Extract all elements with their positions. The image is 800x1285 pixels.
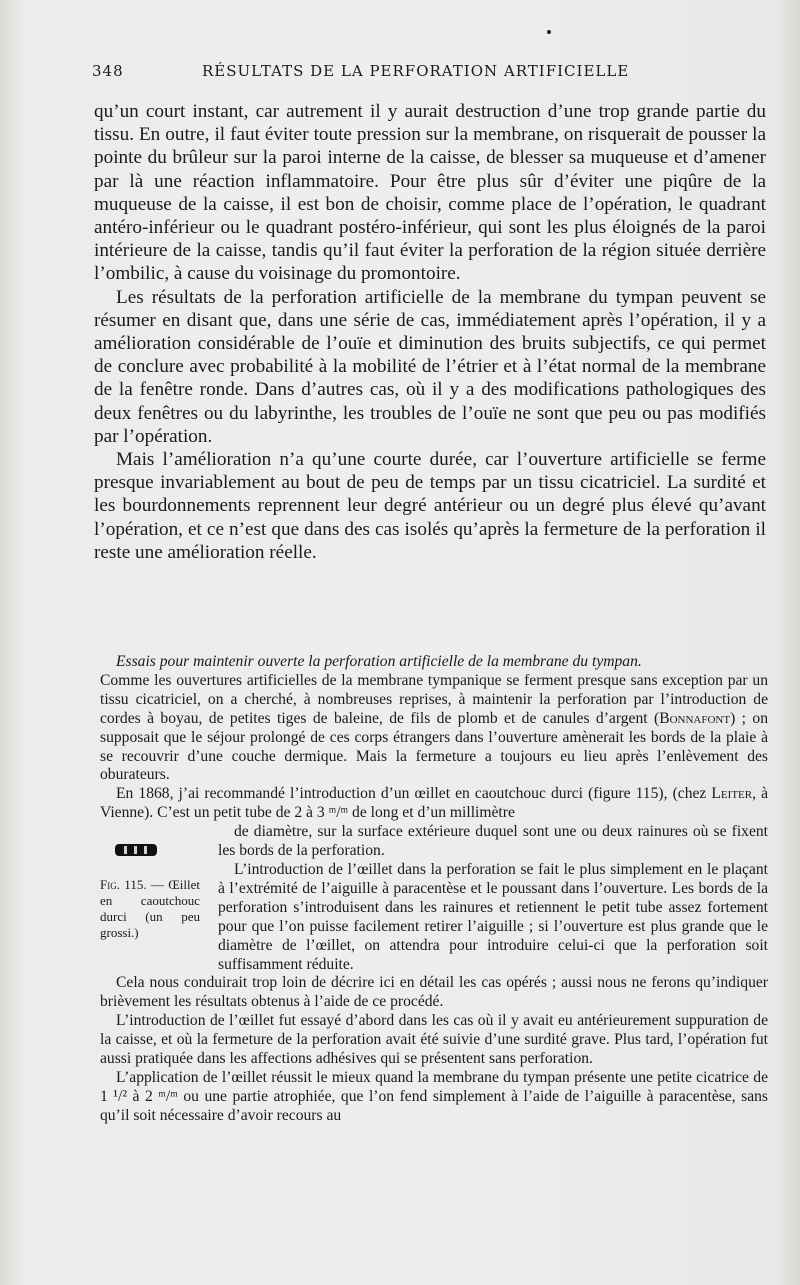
figure-side-text: [218, 823, 768, 974]
text-run: En 1868, j’ai recommandé l’introduction d’un œillet en caoutchouc durci (figure 115), (chez: [116, 785, 712, 803]
paragraph: L’introduction de l’œillet fut essayé d’abord dans les cas où il y avait eu antérieurement suppuration de la caisse, et où la fermeture de la perforation avait été suivie d’une surdité grave. Plus tard, l’opération fut aussi pratiquée dans les affections adhésives qui se présentent sans perforation.: [100, 1012, 768, 1068]
maker-name: Leiter: [711, 785, 753, 803]
page-number: 348: [92, 62, 124, 80]
paragraph: [100, 672, 768, 785]
paragraph: Mais l’amélioration n’a qu’une courte durée, car l’ouverture artificielle se ferme presque invariablement au bout de peu de temps par un tissu cicatriciel. La surdité et les bourdonnements reprennent leur degré antérieur ou un degré plus élevé qu’avant l’opération, et ce n’est que dans des cas isolés qu’après la fermeture de la perforation il reste une amélioration réelle.: [94, 449, 766, 563]
text-run: Comme les ouvertures artificielles de la membrane tympanique se ferment presque sans exception par un tissu cicatriciel, on a cherché, à nombreuses reprises, à maintenir la perforation par l’introduction de cordes à boyau, de petites tiges de baleine, de fils de plomb et de canules d’argent (: [100, 671, 768, 727]
figure-caption-text: — Œillet en caoutchouc durci (un peu grossi.): [100, 877, 201, 941]
figure-block: [100, 823, 768, 974]
paragraph: L’introduction de l’œillet dans la perforation se fait le plus simplement en le plaçant à l’extrémité de l’aiguille à paracentèse et le poussant dans l’ouverture. Les bords de la perforation s’introduisent dans les rainures et retiennent le petit tube assez fortement pour que l’on puisse facilement retirer l’aiguille ; si l’ouverture est plus grande que le diamètre de l’œillet, on attendra pour introduire celui-ci que la perforation soit suffisamment réduite.: [218, 860, 768, 973]
paragraph: Les résultats de la perforation artificielle de la membrane du tympan peuvent se résumer en disant que, dans une série de cas, immédiatement après l’opération, il y a amélioration considérable de l’ouïe et diminution des bruits subjectifs, ce qui permet de conclure avec probabilité à la mobilité de l’étrier et à l’état normal de la membrane de la fenêtre ronde. Dans d’autres cas, où il y a des modifications pathologiques des deux fenêtres ou du labyrinthe, les troubles de l’ouïe ne sont que peu ou pas modifiés par l’opération.: [94, 286, 766, 447]
small-print-section: [100, 653, 768, 1126]
figure-115: [100, 823, 218, 974]
section-title: Essais pour maintenir ouverte la perforation artificielle de la membrane du tympan.: [116, 653, 642, 670]
figure-label: Fig. 115.: [100, 877, 147, 893]
text-run: , à Vienne). C’est un petit tube de 2 à 3 ᵐ/ᵐ de long et d’un millimètre: [100, 785, 768, 822]
running-title: RÉSULTATS DE LA PERFORATION ARTIFICIELLE: [202, 62, 630, 80]
text-run: ) ; on supposait que le séjour prolongé de ces corps étrangers dans l’ouverture amènerait les bords de la plaie à se recouvrir d’une couche dermique. Mais la fermeture a toujours eu lieu après l’enlèvement des oburateurs.: [100, 709, 768, 784]
paragraph: qu’un court instant, car autrement il y aurait destruction d’une trop grande partie du tissu. En outre, il faut éviter toute pression sur la membrane, on risquerait de pousser la pointe du brûleur sur la paroi interne de la caisse, de blesser sa muqueuse et d’amener par là une réaction inflammatoire. Pour être plus sûr d’éviter une piqûre de la muqueuse de la caisse, il est bon de choisir, comme place de l’opération, le quadrant antéro-inférieur ou le quadrant postéro-inférieur, qui sont les plus éloignés de la paroi intérieure de la caisse, tandis qu’il faut éviter la perforation de la région située derrière l’ombilic, à cause du voisinage du promontoire.: [94, 101, 766, 285]
paragraph: [100, 785, 768, 823]
eyelet-illustration: [114, 843, 158, 857]
ink-speck: [547, 30, 551, 34]
main-text: [94, 100, 766, 564]
paragraph: Cela nous conduirait trop loin de décrire ici en détail les cas opérés ; aussi nous ne ferons qu’indiquer brièvement les résultats obtenus à l’aide de ce procédé.: [100, 974, 768, 1011]
paragraph: de diamètre, sur la surface extérieure duquel sont une ou deux rainures où se fixent les bords de la perforation.: [218, 823, 768, 860]
paragraph: L’application de l’œillet réussit le mieux quand la membrane du tympan présente une petite cicatrice de 1 ¹/² à 2 ᵐ/ᵐ ou une partie atrophiée, que l’on fend simplement à l’aide de l’aiguille à paracentèse, sans qu’il soit nécessaire d’avoir recours au: [100, 1068, 768, 1124]
figure-caption: [100, 877, 200, 941]
author-name: Bonnafont: [659, 709, 731, 727]
